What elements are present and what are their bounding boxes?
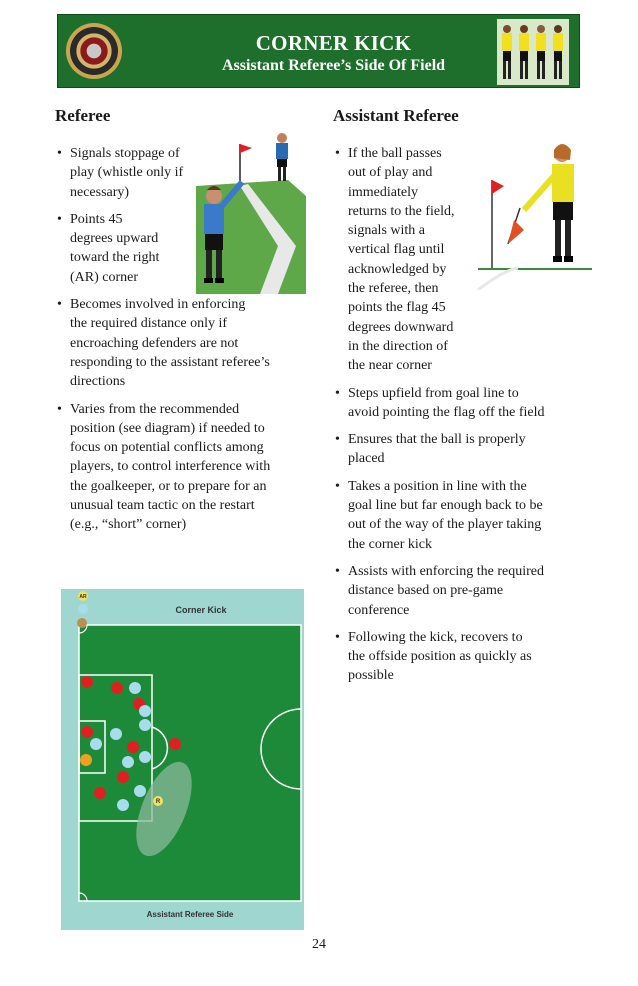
header-banner xyxy=(57,14,580,88)
page-title: CORNER KICK xyxy=(255,31,412,55)
referee-duties xyxy=(55,144,325,543)
corner-kick-diagram xyxy=(61,589,304,930)
page-number: 24 xyxy=(312,937,326,952)
corner-taker-marker xyxy=(77,618,87,628)
defender-marker xyxy=(78,604,88,614)
list-item: • Signals stoppage of play (whistle only if necessary) xyxy=(57,146,184,200)
bullet-icon: • xyxy=(57,146,62,161)
bullet-icon: • xyxy=(335,146,340,161)
goalkeeper-marker xyxy=(80,754,92,766)
bullet-icon: • xyxy=(335,629,340,645)
diagram-title: Corner Kick xyxy=(175,605,227,615)
bullet-icon: • xyxy=(57,401,62,417)
bullet-icon: • xyxy=(335,478,340,494)
svg-text:R: R xyxy=(155,799,161,805)
bullet-icon: • xyxy=(335,432,340,448)
bullet-icon: • xyxy=(57,211,62,227)
diagram-footer: Assistant Referee Side xyxy=(146,910,234,919)
list-item: • Assists with enforcing the required distance based on pre-game conference xyxy=(335,563,544,618)
svg-text:AR: AR xyxy=(79,594,87,600)
assistant-referee-duties xyxy=(333,144,613,694)
list-item: • If the ball passes out of play and immediately returns to the field, signals with a vertical flag until acknowledged by the referee, then points the flag 45 degrees downward in the direction of the near corner xyxy=(335,146,455,374)
bullet-icon: • xyxy=(335,563,340,579)
list-item: • Becomes involved in enforcing the required distance only if encroaching defenders are not responding to the assistant referee’s directions xyxy=(57,297,270,390)
page-subtitle: Assistant Referee’s Side Of Field xyxy=(221,57,446,74)
bullet-icon: • xyxy=(335,385,340,401)
list-item: • Ensures that the ball is properly placed xyxy=(335,432,526,467)
assistant-referee-heading: Assistant Referee xyxy=(333,106,459,125)
bullet-icon: • xyxy=(57,297,62,313)
list-item: • Varies from the recommended position (see diagram) if needed to focus on potential conflicts among players, to control interference with the goalkeeper, or to prepare for an unusual team tactic on the restart (e.g., “short” corner) xyxy=(57,401,271,533)
referee-crew-illustration xyxy=(497,19,569,85)
list-item: • Takes a position in line with the goal line but far enough back to be out of the way of the player taking the corner kick xyxy=(335,478,543,552)
organization-emblem xyxy=(66,23,122,79)
list-item: • Steps upfield from goal line to avoid pointing the flag off the field xyxy=(335,385,545,420)
referee-heading: Referee xyxy=(55,106,111,125)
list-item: • Points 45 degrees upward toward the right (AR) corner xyxy=(57,211,160,285)
list-item: • Following the kick, recovers to the offside position as quickly as possible xyxy=(335,629,532,684)
